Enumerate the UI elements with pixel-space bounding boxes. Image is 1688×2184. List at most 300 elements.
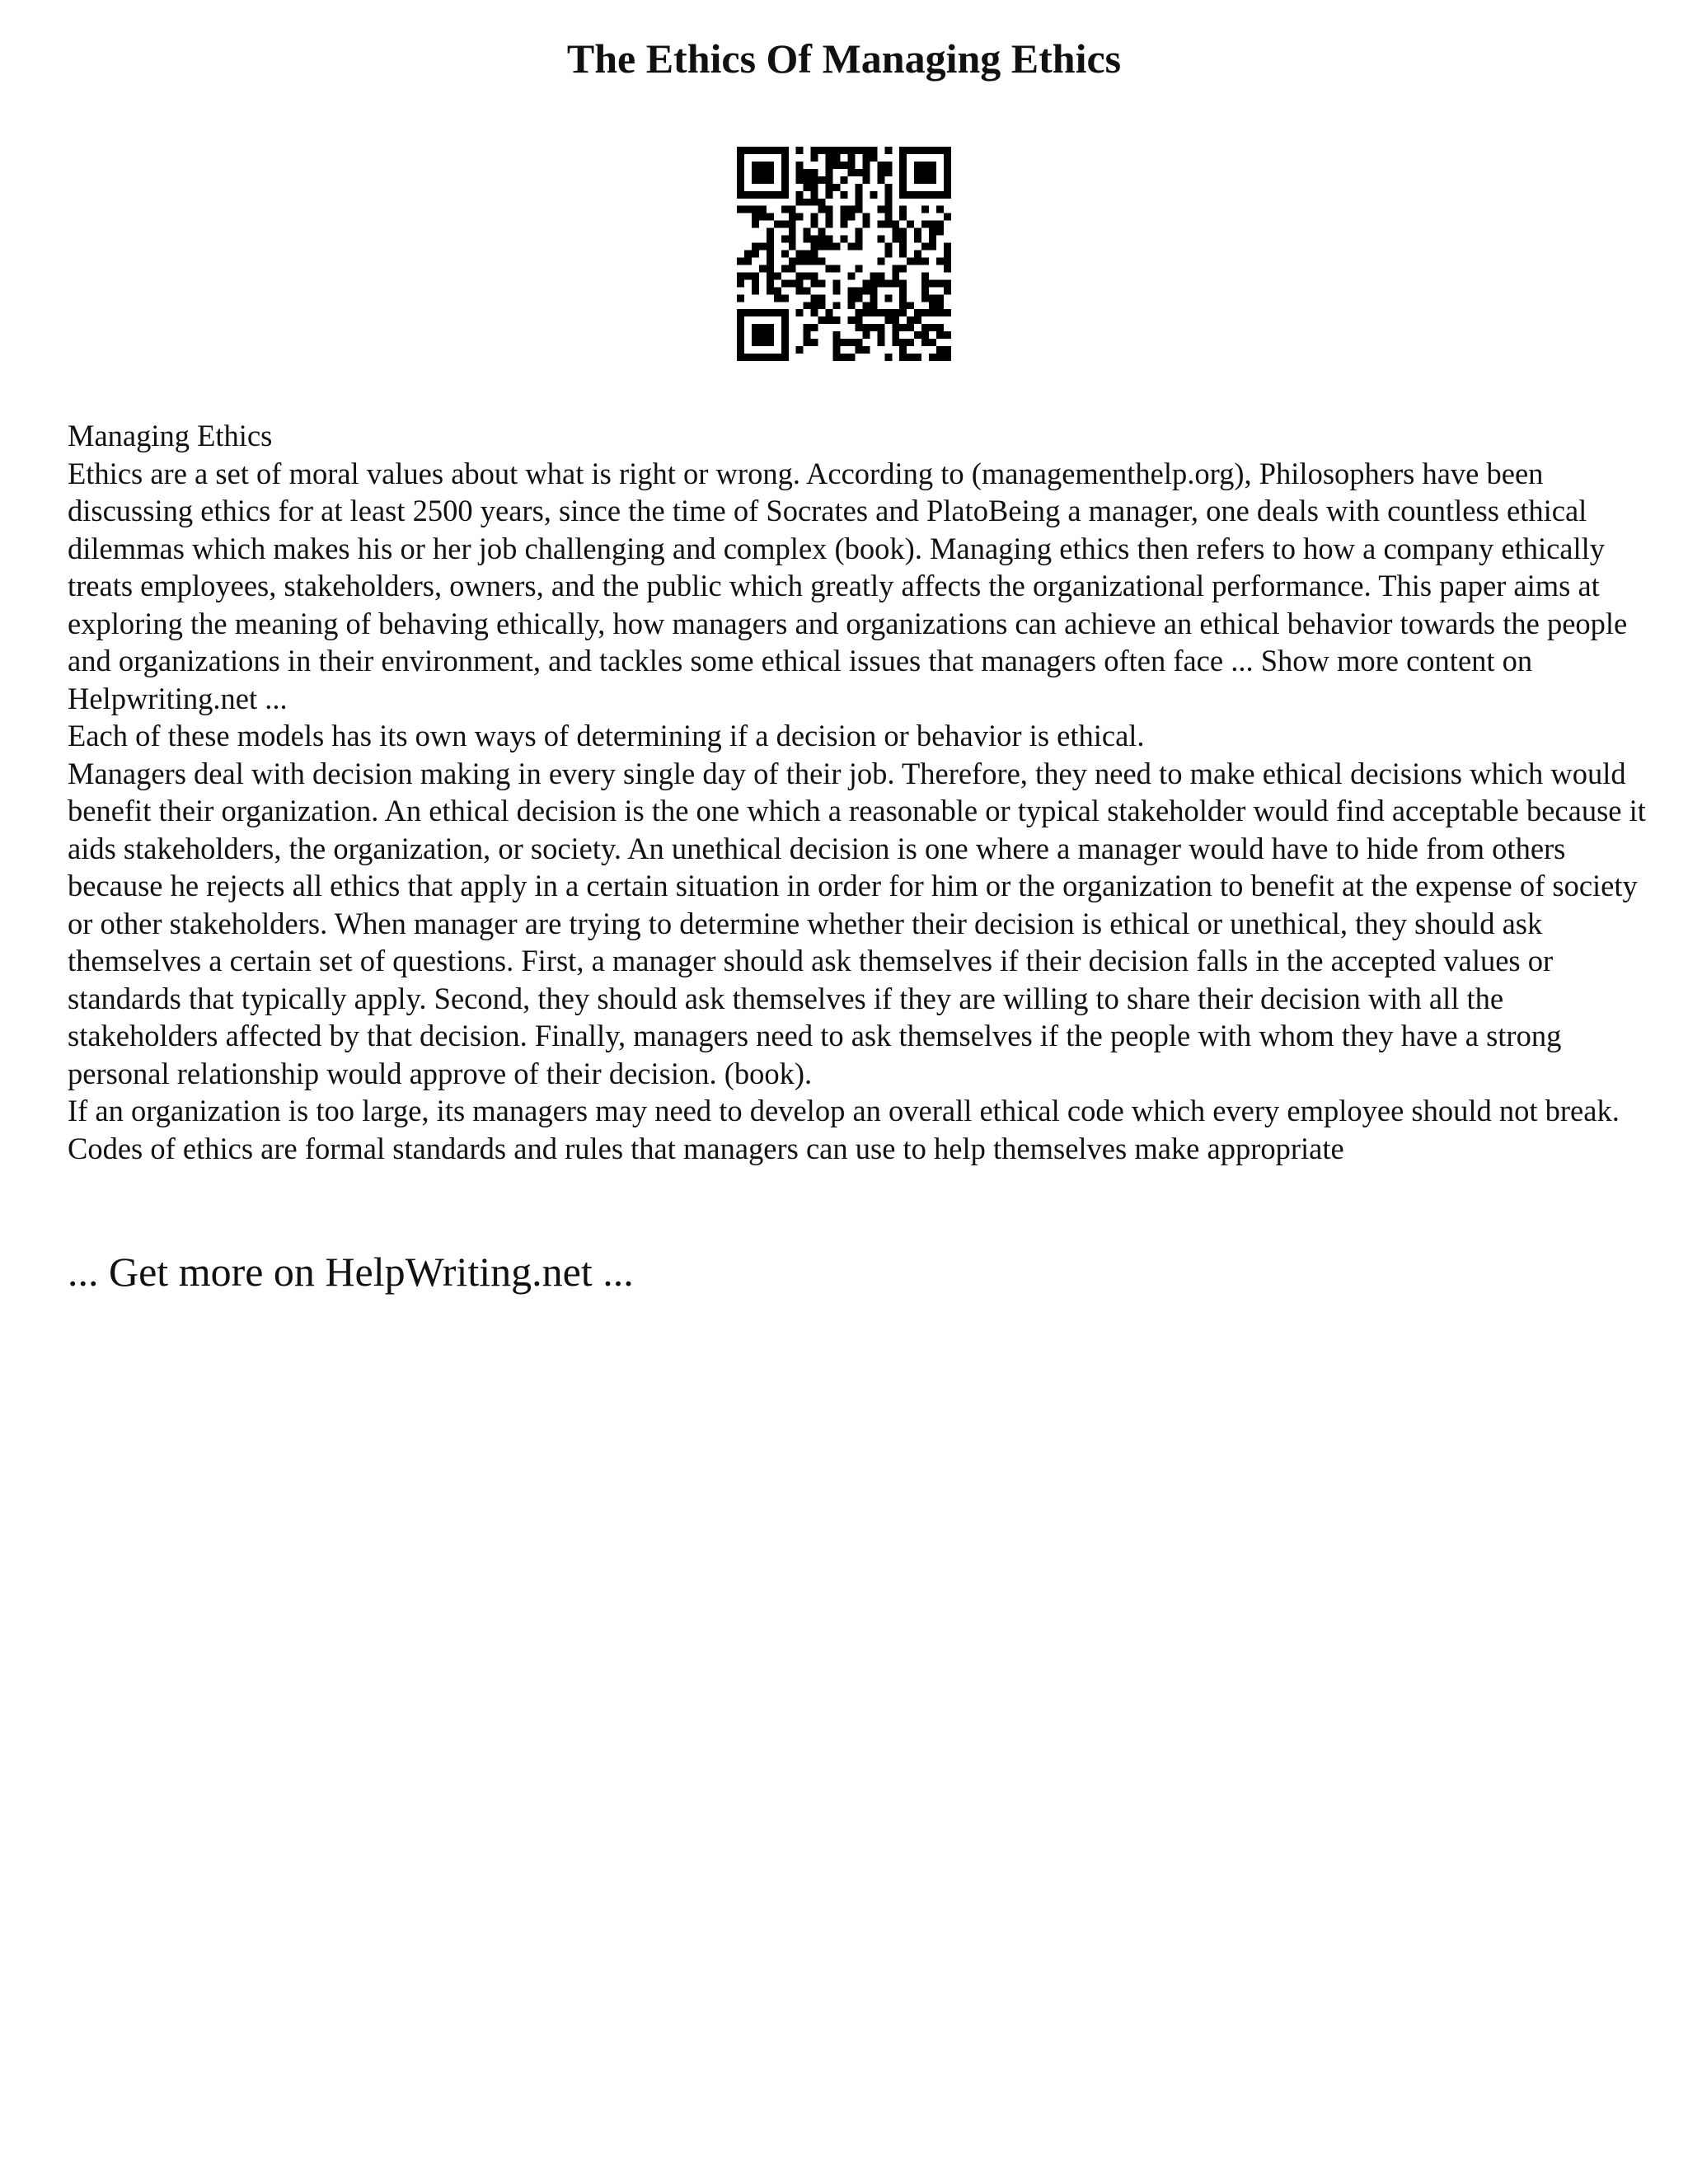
qr-module (752, 272, 759, 279)
qr-module (870, 287, 877, 294)
qr-module (759, 243, 767, 251)
qr-module (774, 354, 781, 361)
qr-module (767, 236, 774, 243)
qr-module (781, 191, 789, 199)
qr-module (877, 236, 884, 243)
qr-module (929, 309, 936, 316)
qr-module (804, 302, 811, 309)
qr-module (870, 191, 877, 199)
qr-module (752, 279, 759, 287)
qr-module (789, 279, 796, 287)
qr-module (818, 316, 826, 324)
qr-module (841, 354, 848, 361)
qr-module (767, 309, 774, 316)
qr-module (914, 316, 921, 324)
qr-module (936, 324, 944, 331)
qr-module (841, 213, 848, 221)
qr-module (818, 302, 826, 309)
qr-module (914, 169, 921, 176)
qr-module (907, 221, 914, 228)
qr-module (796, 147, 804, 154)
qr-module (936, 302, 944, 309)
qr-module (737, 294, 744, 302)
qr-module (796, 272, 804, 279)
qr-module (847, 169, 855, 176)
qr-module (884, 213, 892, 221)
qr-module (929, 279, 936, 287)
qr-module (781, 162, 789, 169)
qr-module (737, 331, 744, 339)
qr-module (781, 294, 789, 302)
paragraph-codes-of-ethics: If an organization is too large, its managers may need to develop an overall ethical code which every employee should not break. Codes of ethics are formal standards and rules that managers can use to help themselves make appropriate (68, 1094, 1620, 1165)
qr-module (759, 324, 767, 331)
qr-module (811, 339, 818, 346)
qr-module (818, 147, 826, 154)
qr-module (818, 206, 826, 213)
qr-module (899, 251, 907, 258)
qr-module (752, 221, 759, 228)
paragraph-intro: Ethics are a set of moral values about what is right or wrong. According to (managementhelp.org), Philosophers have been discussing ethics for at least 2500 years, since the time of Socrates and PlatoBeing a manager, one deals with countless ethical dilemmas which makes his or her job challenging and complex (book). Managing ethics then refers to how a company ethically treats employees, stakeholders, owners, and the public which greatly affects the organizational performance. This paper aims at exploring the meaning of behaving ethically, how managers and organizations can achieve an ethical behavior towards the people and organizations in their environment, and tackles some ethical issues that managers often face ... Show more content on Helpwriting.net ... (68, 456, 1628, 715)
qr-module (877, 176, 884, 184)
qr-module (767, 251, 774, 258)
qr-module (929, 339, 936, 346)
qr-module (944, 265, 951, 272)
qr-module (841, 339, 848, 346)
qr-module (752, 191, 759, 199)
qr-module (759, 176, 767, 184)
qr-module (833, 331, 841, 339)
qr-module (774, 294, 781, 302)
qr-module (870, 147, 877, 154)
qr-module (944, 162, 951, 169)
qr-module (767, 272, 774, 279)
qr-module (884, 251, 892, 258)
qr-module (870, 309, 877, 316)
qr-module (847, 147, 855, 154)
qr-module (833, 265, 841, 272)
qr-module (789, 206, 796, 213)
qr-module (907, 191, 914, 199)
qr-module (826, 154, 833, 162)
qr-module (759, 265, 767, 272)
qr-module (781, 169, 789, 176)
qr-module (796, 251, 804, 258)
qr-module (826, 236, 833, 243)
qr-module (826, 206, 833, 213)
qr-module (767, 169, 774, 176)
qr-module (855, 339, 862, 346)
qr-module (759, 162, 767, 169)
qr-module (936, 279, 944, 287)
qr-module (818, 199, 826, 206)
qr-module (944, 309, 951, 316)
qr-module (826, 316, 833, 324)
qr-module (855, 346, 862, 354)
qr-module (921, 324, 929, 331)
qr-module (737, 169, 744, 176)
qr-module (944, 154, 951, 162)
qr-module (811, 221, 818, 228)
qr-module (892, 339, 899, 346)
qr-module (737, 309, 744, 316)
qr-module (737, 257, 744, 265)
qr-module (936, 346, 944, 354)
qr-module (929, 221, 936, 228)
qr-module (804, 236, 811, 243)
qr-module (774, 221, 781, 228)
qr-module (921, 147, 929, 154)
qr-module (781, 184, 789, 191)
qr-module (929, 302, 936, 309)
qr-module (737, 191, 744, 199)
qr-module (907, 354, 914, 361)
qr-module (899, 243, 907, 251)
qr-module (884, 206, 892, 213)
qr-module (833, 346, 841, 354)
qr-module (877, 309, 884, 316)
qr-module (892, 228, 899, 236)
qr-module (759, 309, 767, 316)
qr-module (899, 265, 907, 272)
qr-module (811, 279, 818, 287)
qr-module (921, 279, 929, 287)
qr-module (818, 279, 826, 287)
qr-module (870, 294, 877, 302)
qr-module (752, 309, 759, 316)
qr-module (899, 279, 907, 287)
qr-module (921, 221, 929, 228)
qr-module (921, 243, 929, 251)
qr-module (847, 243, 855, 251)
qr-module (847, 302, 855, 309)
qr-module (796, 169, 804, 176)
qr-module (884, 199, 892, 206)
qr-module (804, 287, 811, 294)
qr-module (847, 287, 855, 294)
qr-module (796, 213, 804, 221)
qr-module (899, 147, 907, 154)
qr-module (929, 354, 936, 361)
qr-module (870, 272, 877, 279)
qr-module (804, 324, 811, 331)
qr-module (929, 243, 936, 251)
qr-module (929, 294, 936, 302)
qr-module (767, 287, 774, 294)
qr-module (804, 199, 811, 206)
qr-module (921, 287, 929, 294)
qr-module (744, 354, 752, 361)
qr-module (781, 346, 789, 354)
qr-module (884, 191, 892, 199)
qr-module (884, 243, 892, 251)
qr-module (752, 331, 759, 339)
qr-module (744, 251, 752, 258)
qr-module (811, 309, 818, 316)
qr-module (855, 309, 862, 316)
qr-module (892, 316, 899, 324)
qr-module (737, 272, 744, 279)
qr-module (826, 309, 833, 316)
qr-module (752, 169, 759, 176)
qr-module (877, 206, 884, 213)
qr-module (884, 162, 892, 169)
qr-module (737, 354, 744, 361)
qr-module (862, 302, 870, 309)
qr-module (767, 257, 774, 265)
qr-module (914, 191, 921, 199)
qr-module (870, 324, 877, 331)
qr-module (884, 147, 892, 154)
qr-module (929, 236, 936, 243)
qr-module (914, 354, 921, 361)
qr-module (767, 191, 774, 199)
qr-module (921, 309, 929, 316)
get-more-link[interactable]: ... Get more on HelpWriting.net ... (68, 1249, 634, 1295)
qr-module (752, 324, 759, 331)
qr-module (811, 257, 818, 265)
qr-module (737, 184, 744, 191)
qr-module (899, 154, 907, 162)
qr-module (847, 213, 855, 221)
qr-module (944, 243, 951, 251)
qr-module (767, 213, 774, 221)
qr-module (899, 324, 907, 331)
qr-module (759, 331, 767, 339)
qr-module (862, 309, 870, 316)
qr-module (862, 287, 870, 294)
qr-module (884, 279, 892, 287)
qr-module (899, 287, 907, 294)
qr-module (944, 331, 951, 339)
qr-module (781, 236, 789, 243)
qr-module (804, 257, 811, 265)
qr-module (944, 147, 951, 154)
qr-module (804, 251, 811, 258)
qr-module (811, 324, 818, 331)
qr-module (877, 169, 884, 176)
qr-module (767, 228, 774, 236)
qr-module (899, 184, 907, 191)
qr-module (767, 339, 774, 346)
qr-module (944, 176, 951, 184)
qr-module (737, 316, 744, 324)
qr-module (855, 265, 862, 272)
qr-module (936, 354, 944, 361)
qr-module (936, 257, 944, 265)
qr-module (767, 265, 774, 272)
qr-module (737, 279, 744, 287)
qr-module (936, 309, 944, 316)
qr-module (833, 162, 841, 169)
qr-module (774, 191, 781, 199)
qr-module (833, 184, 841, 191)
qr-module (921, 206, 929, 213)
qr-module (847, 272, 855, 279)
qr-module (781, 354, 789, 361)
qr-module (811, 176, 818, 184)
qr-module (944, 251, 951, 258)
qr-module (907, 147, 914, 154)
qr-module (877, 331, 884, 339)
qr-module (833, 279, 841, 287)
qr-module (759, 213, 767, 221)
qr-module (804, 228, 811, 236)
qr-module (826, 213, 833, 221)
qr-module (767, 162, 774, 169)
qr-module (936, 147, 944, 154)
qr-module (929, 324, 936, 331)
qr-module (892, 236, 899, 243)
qr-module (759, 191, 767, 199)
qr-module (944, 287, 951, 294)
qr-module (833, 339, 841, 346)
qr-module (811, 147, 818, 154)
qr-module (744, 257, 752, 265)
qr-module (847, 354, 855, 361)
qr-module (781, 154, 789, 162)
qr-module (862, 154, 870, 162)
qr-module (811, 184, 818, 191)
qr-module (826, 176, 833, 184)
qr-module (804, 339, 811, 346)
qr-module (899, 354, 907, 361)
qr-module (752, 287, 759, 294)
qr-module (752, 162, 759, 169)
qr-module (774, 287, 781, 294)
qr-module (914, 176, 921, 184)
qr-module (862, 176, 870, 184)
qr-module (811, 251, 818, 258)
qr-module (737, 339, 744, 346)
qr-module (884, 221, 892, 228)
qr-module (752, 176, 759, 184)
qr-module (826, 184, 833, 191)
qr-module (921, 272, 929, 279)
qr-module (944, 213, 951, 221)
qr-module (914, 147, 921, 154)
qr-module (833, 243, 841, 251)
qr-module (767, 354, 774, 361)
qr-module (826, 221, 833, 228)
qr-module (841, 236, 848, 243)
qr-module (862, 147, 870, 154)
qr-module (929, 176, 936, 184)
qr-module (862, 346, 870, 354)
qr-module (781, 309, 789, 316)
qr-module (796, 199, 804, 206)
qr-module (781, 331, 789, 339)
qr-module (744, 147, 752, 154)
qr-module (752, 243, 759, 251)
qr-module (737, 346, 744, 354)
qr-module (774, 147, 781, 154)
qr-module (767, 279, 774, 287)
qr-module (907, 302, 914, 309)
qr-module (781, 316, 789, 324)
qr-module (767, 147, 774, 154)
qr-module (752, 147, 759, 154)
qr-module (929, 169, 936, 176)
qr-module (744, 191, 752, 199)
qr-module (811, 199, 818, 206)
qr-module (870, 302, 877, 309)
qr-module (767, 331, 774, 339)
qr-module (744, 272, 752, 279)
qr-module (759, 206, 767, 213)
qr-module (855, 228, 862, 236)
qr-module (767, 176, 774, 184)
qr-module (818, 294, 826, 302)
qr-module (855, 147, 862, 154)
qr-module (796, 257, 804, 265)
qr-module (870, 279, 877, 287)
qr-module (899, 213, 907, 221)
qr-module (936, 228, 944, 236)
qr-module (811, 154, 818, 162)
qr-module (796, 279, 804, 287)
qr-module (944, 346, 951, 354)
qr-module (907, 257, 914, 265)
qr-module (796, 162, 804, 169)
qr-module (744, 309, 752, 316)
qr-module (811, 236, 818, 243)
qr-module (929, 147, 936, 154)
paragraph-decision-making: Managers deal with decision making in every single day of their job. Therefore, they need to make ethical decisions which would benefit their organization. An ethical decision is the one which a reasonable or typical stakeholder would find acceptable because it aids stakeholders, the organization, or society. An unethical decision is one where a manager would have to hide from others because he rejects all ethics that apply in a certain situation in order for him or the organization to benefit at the expense of society or other stakeholders. When manager are trying to determine whether their decision is ethical or unethical, they should ask themselves a certain set of questions. First, a manager should ask themselves if their decision falls in the accepted values or standards that typically apply. Second, they should ask themselves if they are willing to share their decision with all the stakeholders affected by that decision. Finally, managers need to ask themselves if the people with whom they have a strong personal relationship would approve of their decision. (book). (68, 756, 1646, 1090)
qr-module (855, 294, 862, 302)
qr-module (841, 206, 848, 213)
qr-module (737, 206, 744, 213)
qr-module (759, 339, 767, 346)
qr-module (752, 339, 759, 346)
qr-module (899, 169, 907, 176)
qr-module (767, 243, 774, 251)
qr-module (774, 272, 781, 279)
qr-module (752, 354, 759, 361)
qr-module (826, 169, 833, 176)
qr-module (892, 265, 899, 272)
qr-module (921, 294, 929, 302)
qr-module (892, 279, 899, 287)
qr-code-icon (737, 147, 951, 361)
qr-module (870, 154, 877, 162)
qr-module (884, 309, 892, 316)
qr-module (877, 221, 884, 228)
qr-module (841, 176, 848, 184)
qr-module (818, 236, 826, 243)
qr-module (796, 176, 804, 184)
qr-module (884, 294, 892, 302)
qr-module (921, 257, 929, 265)
qr-module (811, 272, 818, 279)
qr-module (789, 236, 796, 243)
qr-module (737, 154, 744, 162)
qr-module (884, 169, 892, 176)
qr-module (899, 339, 907, 346)
qr-module (892, 324, 899, 331)
qr-module (781, 221, 789, 228)
qr-module (936, 206, 944, 213)
qr-module (907, 324, 914, 331)
qr-module (804, 331, 811, 339)
paragraph-models: Each of these models has its own ways of determining if a decision or behavior is ethical. (68, 719, 1145, 752)
qr-module (752, 206, 759, 213)
qr-module (855, 184, 862, 191)
qr-module (847, 154, 855, 162)
qr-module (892, 331, 899, 339)
qr-module (737, 147, 744, 154)
qr-module (855, 324, 862, 331)
qr-module (752, 213, 759, 221)
